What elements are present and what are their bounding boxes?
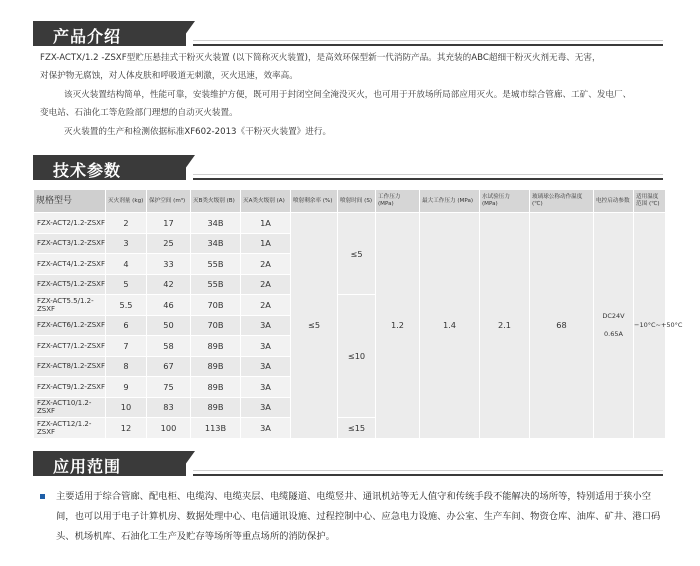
table-header-row	[34, 190, 666, 213]
cell-a-class: 3A	[241, 356, 291, 377]
elec-voltage: DC24V	[602, 312, 625, 321]
cell-space: 25	[147, 233, 191, 254]
col-header-space: 保护空间 (m³)	[147, 190, 191, 213]
col-header-elec-start: 电控启动参数	[594, 190, 634, 213]
apps-text-block	[56, 487, 666, 547]
intro-divider	[193, 44, 663, 46]
cell-water-pressure: 2.1	[480, 213, 530, 439]
cell-b-class: 89B	[191, 377, 241, 398]
intro-paragraph-1-cont: 对保护物无腐蚀，对人体皮肤和呼吸道无刺激，灭火迅速，效率高。	[40, 71, 298, 82]
apps-text: 主要适用于综合管廊、配电柜、电缆沟、电缆夹层、电缆隧道、电缆竖井、通讯机站等无人值守和传统手段不能解决的场所等，特别适用于狭小空间，也可以用于电子计算机房、数据处理中心、电信通讯设施、过程控制中心、应急电力设施、办公室、生产车间、物资仓库、油库、矿井、港口码头、机场机库、石油化工生产及贮存等场所等重点场所的消防保护。	[56, 491, 661, 542]
cell-model: FZX-ACT3/1.2-ZSXF	[34, 233, 106, 254]
cell-b-class: 70B	[191, 315, 241, 336]
cell-space: 33	[147, 254, 191, 275]
col-header-dose: 灭火剂量 (kg)	[106, 190, 147, 213]
cell-space: 42	[147, 274, 191, 295]
col-header-water-pressure: 水试验压力 (MPa)	[480, 190, 530, 213]
cell-space: 58	[147, 336, 191, 357]
cell-model: FZX-ACT5/1.2-ZSXF	[34, 274, 106, 295]
col-header-max-pressure: 最大工作压力 (MPa)	[420, 190, 480, 213]
cell-elec-start	[594, 213, 634, 439]
cell-a-class: 1A	[241, 233, 291, 254]
cell-bulb-temp: 68	[530, 213, 594, 439]
cell-dose: 5	[106, 274, 147, 295]
cell-space: 17	[147, 213, 191, 234]
cell-model: FZX-ACT12/1.2-ZSXF	[34, 418, 106, 439]
intro-section-header	[33, 21, 663, 46]
cell-b-class: 89B	[191, 397, 241, 418]
cell-work-pressure: 1.2	[376, 213, 420, 439]
col-header-model: 规格型号	[34, 190, 106, 213]
cell-dose: 6	[106, 315, 147, 336]
apps-section-header	[33, 451, 663, 476]
elec-current: 0.65A	[604, 330, 623, 339]
col-header-spray-time: 喷射时间 (S)	[338, 190, 376, 213]
cell-spray-time-3: ≤15	[338, 418, 376, 439]
cell-space: 67	[147, 356, 191, 377]
cell-a-class: 2A	[241, 254, 291, 275]
cell-spray-time-1: ≤5	[338, 213, 376, 295]
cell-b-class: 70B	[191, 295, 241, 316]
cell-a-class: 3A	[241, 336, 291, 357]
col-header-residual: 喷射剩余率 (%)	[291, 190, 338, 213]
cell-a-class: 2A	[241, 274, 291, 295]
intro-paragraph-1: FZX-ACTX/1.2 -ZSXF型贮压悬挂式干粉灭火装置 (以下简称灭火装置)，是高效环保型新一代消防产品。其充装的ABC超细干粉灭火剂无毒、无害，	[40, 53, 601, 63]
cell-dose: 10	[106, 397, 147, 418]
cell-model: FZX-ACT8/1.2-ZSXF	[34, 356, 106, 377]
cell-b-class: 55B	[191, 254, 241, 275]
cell-b-class: 113B	[191, 418, 241, 439]
cell-max-pressure: 1.4	[420, 213, 480, 439]
cell-model: FZX-ACT2/1.2-ZSXF	[34, 213, 106, 234]
cell-dose: 9	[106, 377, 147, 398]
col-header-a-class: 灭A类火级别 (A)	[241, 190, 291, 213]
cell-model: FZX-ACT7/1.2-ZSXF	[34, 336, 106, 357]
cell-model: FZX-ACT6/1.2-ZSXF	[34, 315, 106, 336]
cell-a-class: 3A	[241, 397, 291, 418]
cell-dose: 7	[106, 336, 147, 357]
params-title: 技术参数	[53, 161, 122, 180]
intro-text	[40, 49, 670, 141]
col-header-bulb-temp: 玻璃球公称动作温度 (℃)	[530, 190, 594, 213]
cell-space: 46	[147, 295, 191, 316]
col-header-temp-range: 适用温度范围 (℃)	[634, 190, 666, 213]
cell-dose: 4	[106, 254, 147, 275]
col-header-b-class: 灭B类火级别 (B)	[191, 190, 241, 213]
apps-title: 应用范围	[53, 457, 122, 476]
cell-a-class: 2A	[241, 295, 291, 316]
cell-dose: 5.5	[106, 295, 147, 316]
cell-a-class: 1A	[241, 213, 291, 234]
cell-dose: 12	[106, 418, 147, 439]
col-header-work-pressure: 工作压力 (MPa)	[376, 190, 420, 213]
apps-title-bar	[33, 451, 186, 476]
square-bullet-icon	[40, 494, 45, 499]
cell-a-class: 3A	[241, 377, 291, 398]
cell-a-class: 3A	[241, 315, 291, 336]
params-divider	[193, 178, 663, 180]
cell-model: FZX-ACT4/1.2-ZSXF	[34, 254, 106, 275]
intro-paragraph-2: 该灭火装置结构简单，性能可靠，安装维护方便，既可用于封闭空间全淹没灭火，也可用于开放场所局部应用灭火。是城市综合管廊、工矿、发电厂、	[64, 89, 632, 100]
cell-model: FZX-ACT9/1.2-ZSXF	[34, 377, 106, 398]
cell-space: 50	[147, 315, 191, 336]
cell-dose: 3	[106, 233, 147, 254]
cell-b-class: 89B	[191, 356, 241, 377]
cell-b-class: 89B	[191, 336, 241, 357]
cell-b-class: 55B	[191, 274, 241, 295]
cell-space: 100	[147, 418, 191, 439]
cell-b-class: 34B	[191, 213, 241, 234]
cell-b-class: 34B	[191, 233, 241, 254]
cell-dose: 8	[106, 356, 147, 377]
apps-divider	[193, 474, 663, 476]
params-title-bar	[33, 155, 186, 180]
params-table	[33, 189, 683, 439]
cell-model: FZX-ACT5.5/1.2-ZSXF	[34, 295, 106, 316]
cell-model: FZX-ACT10/1.2-ZSXF	[34, 397, 106, 418]
intro-title: 产品介绍	[53, 27, 122, 46]
cell-dose: 2	[106, 213, 147, 234]
intro-title-bar	[33, 21, 186, 46]
intro-paragraph-2-cont: 变电站、石油化工等危险部门理想的自动灭火装置。	[40, 108, 238, 119]
cell-residual: ≤5	[291, 213, 338, 439]
params-section-header	[33, 155, 663, 180]
cell-space: 83	[147, 397, 191, 418]
intro-paragraph-3: 灭火装置的生产和检测依据标准XF602-2013《干粉灭火装置》进行。	[64, 126, 332, 137]
table-row	[34, 213, 666, 234]
cell-a-class: 3A	[241, 418, 291, 439]
cell-temp-range: −10°C~+50°C	[634, 213, 666, 439]
cell-spray-time-2: ≤10	[338, 295, 376, 418]
cell-space: 75	[147, 377, 191, 398]
